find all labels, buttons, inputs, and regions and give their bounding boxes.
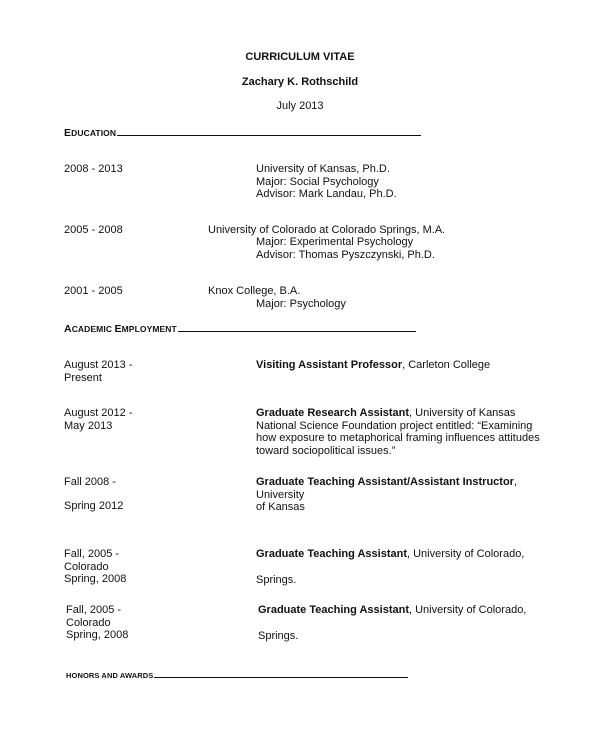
- employment-place-3c: of Kansas: [256, 501, 305, 513]
- employment-detail-2c: toward sociopolitical issues.”: [256, 444, 396, 457]
- employment-role-5: Graduate Teaching Assistant: [258, 604, 409, 616]
- employment-date-2-end: May 2013: [64, 419, 113, 432]
- employment-date-3-end: Spring 2012: [64, 500, 124, 512]
- employment-date-5-end: Spring, 2008: [66, 629, 129, 641]
- honors-heading: [66, 668, 408, 683]
- employment-entry-2: [256, 407, 540, 457]
- employment-date-1: [64, 359, 133, 384]
- employment-place-1: , Carleton College: [402, 359, 491, 371]
- employment-date-4-start: Fall, 2005 -: [64, 548, 120, 560]
- education-advisor-1: Advisor: Mark Landau, Ph.D.: [256, 188, 397, 200]
- employment-place-2: , University of Kansas: [409, 407, 516, 419]
- employment-heading: [64, 322, 416, 336]
- honors-heading-rule: [154, 668, 408, 678]
- employment-date-5-start: Fall, 2005 -: [66, 604, 122, 616]
- employment-place-3: ,: [513, 476, 518, 488]
- education-years-3: 2001 - 2005: [64, 285, 123, 297]
- employment-date-5: [66, 604, 128, 642]
- employment-heading-rest-a: CADEMIC: [71, 324, 115, 334]
- employment-date-5-mid: Colorado: [66, 616, 111, 629]
- education-major-3: Major: Psychology: [256, 298, 346, 310]
- employment-date-4: [64, 548, 126, 586]
- employment-date-2-start: August 2012 -: [64, 407, 133, 419]
- honors-heading-text: HONORS AND AWARDS: [66, 671, 154, 680]
- education-heading-initial: E: [64, 127, 72, 139]
- employment-date-4-end: Spring, 2008: [64, 573, 127, 585]
- employment-role-1: Visiting Assistant Professor: [256, 359, 403, 371]
- education-heading-rule: [117, 126, 421, 136]
- education-major-2: Major: Experimental Psychology: [256, 236, 414, 248]
- employment-detail-2b: how exposure to metaphorical framing influences attitudes: [256, 432, 540, 444]
- education-entry-1: [256, 163, 397, 201]
- employment-date-1-start: August 2013 -: [64, 359, 133, 371]
- education-years-1: 2008 - 2013: [64, 163, 123, 175]
- employment-entry-5-line1: [258, 604, 526, 617]
- education-major-1: Major: Social Psychology: [256, 175, 379, 188]
- employment-heading-rule: [178, 322, 416, 332]
- cv-date: July 2013: [276, 100, 324, 112]
- employment-date-4-mid: Colorado: [64, 560, 109, 573]
- education-school-3: Knox College, B.A.: [208, 285, 301, 297]
- employment-role-2: Graduate Research Assistant: [256, 407, 410, 419]
- employment-place-3b: University: [256, 488, 305, 501]
- employment-entry-3: [256, 476, 517, 514]
- education-advisor-2: Advisor: Thomas Pyszczynski, Ph.D.: [256, 248, 435, 261]
- employment-place-5: , University of Colorado,: [408, 604, 527, 616]
- employment-role-3: Graduate Teaching Assistant/Assistant Instructor: [256, 476, 514, 488]
- employment-place-4: , University of Colorado,: [406, 548, 525, 560]
- education-heading: [64, 126, 421, 140]
- employment-place-4b: Springs.: [256, 574, 297, 586]
- employment-date-1-end: Present: [64, 371, 102, 384]
- education-years-2: 2005 - 2008: [64, 224, 123, 236]
- employment-heading-initial-a: A: [64, 323, 72, 335]
- education-school-2: University of Colorado at Colorado Springs, M.A.: [208, 224, 446, 236]
- person-name: Zachary K. Rothschild: [241, 76, 359, 88]
- employment-heading-rest-e: MPLOYMENT: [121, 324, 177, 334]
- employment-place-5b: Springs.: [258, 630, 299, 642]
- employment-entry-4-line1: [256, 548, 524, 561]
- employment-heading-initial-e: E: [114, 323, 122, 335]
- cv-title: CURRICULUM VITAE: [245, 51, 355, 63]
- employment-role-4: Graduate Teaching Assistant: [256, 548, 407, 560]
- education-school-1: University of Kansas, Ph.D.: [256, 163, 390, 175]
- employment-detail-2a: National Science Foundation project entitled: “Examining: [256, 419, 533, 432]
- employment-date-2: [64, 407, 133, 432]
- education-entry-2: [256, 236, 435, 261]
- employment-entry-1: [256, 359, 490, 372]
- education-heading-rest: DUCATION: [71, 128, 117, 138]
- employment-date-3-start: Fall 2008 -: [64, 476, 116, 488]
